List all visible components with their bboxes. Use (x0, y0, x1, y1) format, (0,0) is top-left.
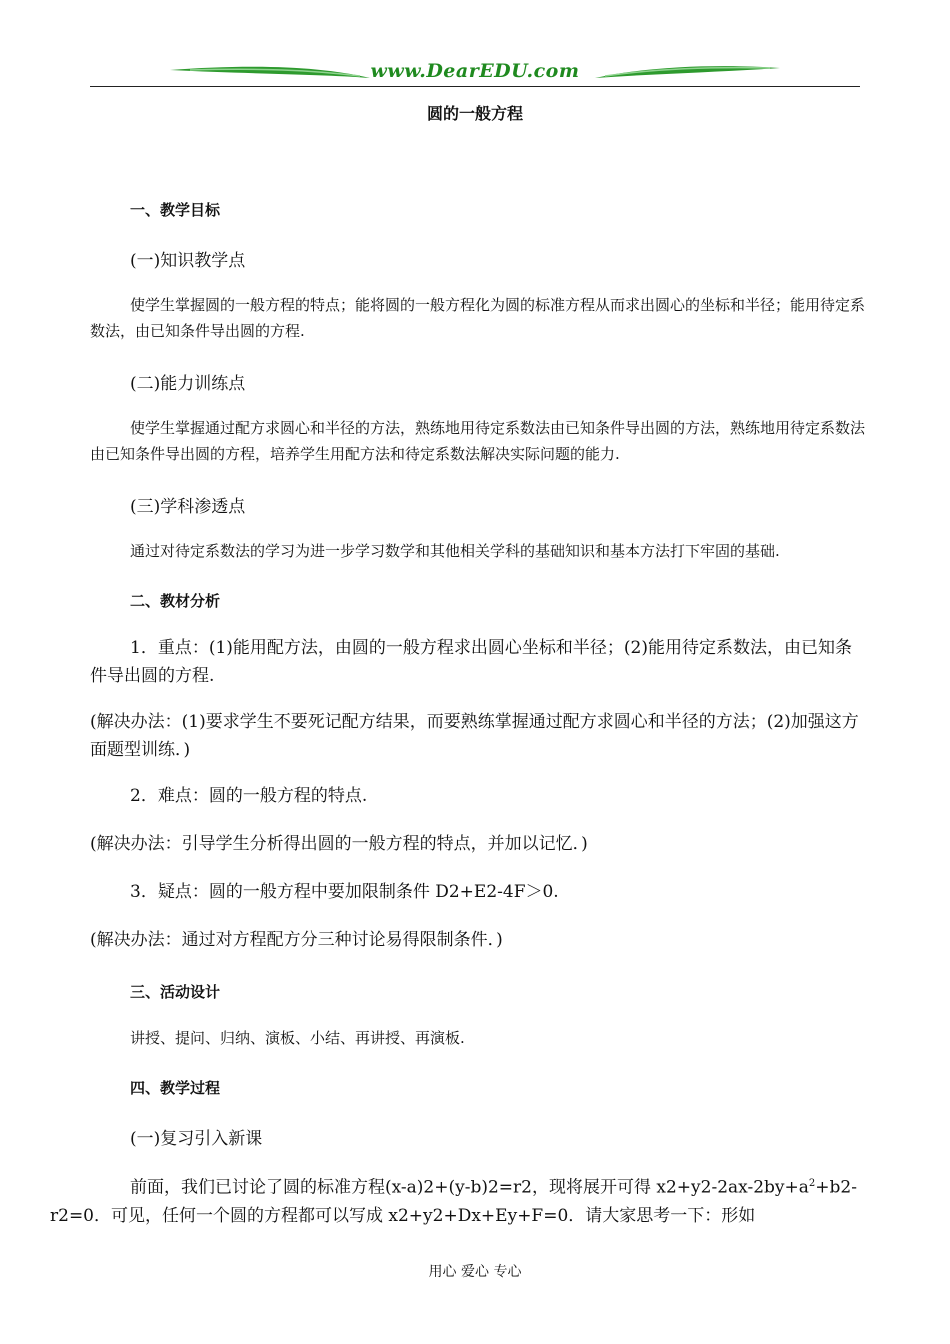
subheading-discipline: (三)学科渗透点 (130, 497, 246, 517)
paragraph-review (50, 1170, 865, 1230)
section-heading-activity: 三、活动设计 (130, 983, 221, 1001)
section-heading-analysis: 二、教材分析 (130, 592, 221, 610)
paragraph-ability: 使学生掌握通过配方求圆心和半径的方法，熟练地用待定系数法由已知条件导出圆的方法，熟练地用待定系数法由已知条件导出圆的方程，培养学生用配方法和待定系数法解决实际问题的能力. (90, 419, 866, 463)
page-header (90, 56, 860, 96)
paragraph-key-points: 1．重点：(1)能用配方法，由圆的一般方程求出圆心坐标和半径；(2)能用待定系数法，由已知条件导出圆的方程. (90, 638, 852, 686)
paragraph-key-solution: (解决办法：(1)要求学生不要死记配方结果，而要熟练掌握通过配方求圆心和半径的方法；(2)加强这方面题型训练．) (90, 712, 859, 760)
paragraph-doubt: 3．疑点：圆的一般方程中要加限制条件 D2+E2-4F＞0. (130, 882, 559, 902)
subheading-review: (一)复习引入新课 (130, 1129, 263, 1149)
paragraph-review-text-a: 前面，我们已讨论了圆的标准方程(x-a)2+(y-b)2=r2，现将展开可得 x2+y2-2ax-2by+a (130, 1177, 809, 1198)
paragraph-review-text-b: +b2- (815, 1177, 857, 1198)
paragraph-difficulty-solution: (解决办法：引导学生分析得出圆的一般方程的特点，并加以记忆．) (90, 834, 588, 854)
page-footer: 用心 爱心 专心 (428, 1264, 522, 1280)
superscript: 2 (808, 1178, 816, 1189)
subheading-ability: (二)能力训练点 (130, 374, 246, 394)
document-title: 圆的一般方程 (426, 104, 523, 123)
paragraph-doubt-solution: (解决办法：通过对方程配方分三种讨论易得限制条件．) (90, 930, 503, 950)
section-heading-process: 四、教学过程 (130, 1079, 221, 1097)
paragraph-activity: 讲授、提问、归纳、演板、小结、再讲授、再演板. (130, 1029, 465, 1047)
paragraph-difficulty: 2．难点：圆的一般方程的特点. (130, 786, 368, 806)
paragraph-review-text-c: r2=0．可见，任何一个圆的方程都可以写成 x2+y2+Dx+Ey+F=0．请大家思考一下：形如 (50, 1205, 756, 1226)
subheading-knowledge: (一)知识教学点 (130, 251, 246, 271)
header-divider (90, 86, 860, 87)
section-heading-objectives: 一、教学目标 (130, 201, 221, 219)
paragraph-knowledge: 使学生掌握圆的一般方程的特点；能将圆的一般方程化为圆的标准方程从而求出圆心的坐标和半径；能用待定系数法，由已知条件导出圆的方程. (90, 296, 866, 340)
site-logo-text: www.DearEDU.com (370, 60, 580, 82)
paragraph-discipline: 通过对待定系数法的学习为进一步学习数学和其他相关学科的基础知识和基本方法打下牢固的基础. (130, 542, 780, 560)
